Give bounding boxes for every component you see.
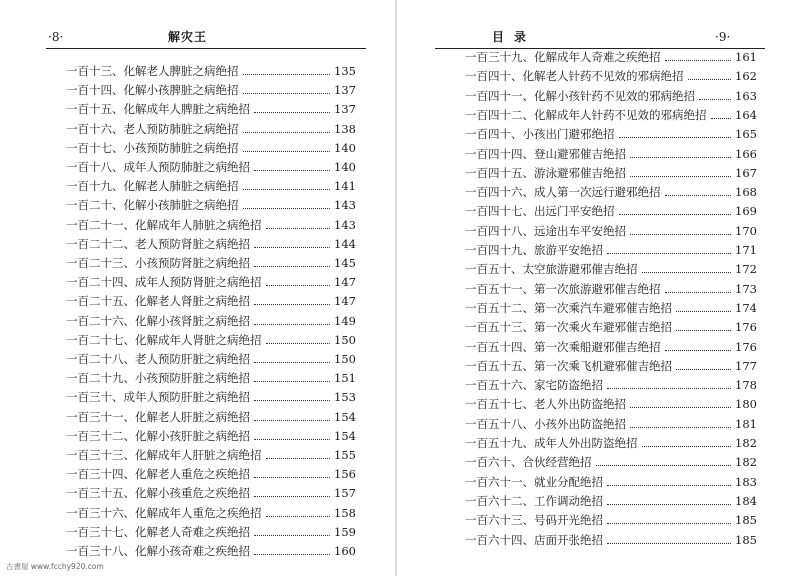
toc-entry-title: 一百五十九、成年人外出防盗绝招 bbox=[465, 436, 638, 450]
toc-entry-title: 一百四十二、化解成年人针药不见效的邪病绝招 bbox=[465, 107, 707, 122]
toc-leader-dots bbox=[665, 194, 732, 196]
toc-entry-title: 一百四十七、出远门平安绝招 bbox=[465, 204, 615, 219]
toc-entry-title: 一百五十四、第一次乘船避邪催吉绝招 bbox=[465, 339, 661, 354]
toc-entry-title: 一百二十九、小孩预防肝脏之病绝招 bbox=[66, 371, 250, 386]
toc-entry bbox=[66, 196, 356, 214]
toc-entry-title: 一百十五、化解成年人脾脏之病绝招 bbox=[66, 102, 250, 117]
toc-leader-dots bbox=[619, 213, 732, 215]
toc-entry bbox=[66, 465, 356, 483]
toc-entry-title: 一百三十七、化解老人奇难之疾绝招 bbox=[66, 524, 250, 539]
toc-entry bbox=[66, 100, 356, 118]
toc-leader-dots bbox=[254, 553, 330, 555]
toc-entry-page: 144 bbox=[334, 236, 356, 251]
toc-entry bbox=[66, 273, 356, 291]
toc-entry bbox=[66, 292, 356, 310]
toc-entry-page: 150 bbox=[334, 332, 356, 347]
toc-entry-page: 154 bbox=[334, 409, 356, 424]
toc-entry-page: 143 bbox=[334, 217, 356, 232]
toc-entry bbox=[66, 139, 356, 157]
toc-entry bbox=[465, 531, 757, 549]
toc-entry bbox=[66, 542, 356, 560]
toc-entry bbox=[66, 81, 356, 99]
toc-leader-dots bbox=[254, 323, 330, 325]
toc-leader-dots bbox=[630, 426, 731, 428]
toc-entry bbox=[66, 408, 356, 426]
toc-leader-dots bbox=[676, 368, 731, 370]
toc-entry-title: 一百二十四、成年人预防肾脏之病绝招 bbox=[66, 275, 262, 290]
toc-leader-dots bbox=[665, 291, 732, 293]
toc-leader-dots bbox=[266, 515, 331, 517]
toc-entry bbox=[465, 222, 757, 240]
toc-leader-dots bbox=[266, 457, 331, 459]
toc-entry-title: 一百十六、老人预防肺脏之病绝招 bbox=[66, 121, 239, 136]
toc-leader-dots bbox=[607, 484, 731, 486]
toc-entry-title: 一百四十四、登山避邪催吉绝招 bbox=[465, 146, 626, 161]
toc-leader-dots bbox=[607, 252, 731, 254]
toc-entry bbox=[465, 202, 757, 220]
toc-leader-dots bbox=[266, 227, 331, 229]
toc-entry-page: 176 bbox=[735, 320, 757, 335]
toc-entry bbox=[465, 260, 757, 278]
toc-entry-title: 一百五十二、第一次乘汽车避邪催吉绝招 bbox=[465, 300, 672, 315]
toc-leader-dots bbox=[630, 233, 731, 235]
left-header-rule bbox=[46, 48, 366, 49]
toc-entry bbox=[66, 427, 356, 445]
toc-entry-title: 一百五十三、第一次乘火车避邪催吉绝招 bbox=[465, 320, 672, 335]
toc-entry bbox=[66, 120, 356, 138]
toc-entry-title: 一百二十七、化解成年人肾脏之病绝招 bbox=[66, 332, 262, 347]
toc-entry-page: 185 bbox=[735, 513, 757, 528]
toc-entry-title: 一百十四、化解小孩脾脏之病绝招 bbox=[66, 83, 239, 98]
toc-entry-title: 一百三十、成年人预防肝脏之病绝招 bbox=[66, 390, 250, 405]
toc-entry-page: 145 bbox=[334, 256, 356, 270]
toc-entry-page: 143 bbox=[334, 198, 356, 213]
toc-entry bbox=[465, 106, 757, 124]
left-page bbox=[0, 0, 396, 576]
toc-entry-page: 137 bbox=[334, 83, 356, 98]
toc-entry-page: 185 bbox=[735, 532, 757, 547]
toc-entry bbox=[66, 350, 356, 368]
toc-entry bbox=[66, 446, 356, 464]
toc-entry-page: 140 bbox=[334, 160, 356, 174]
toc-entry-page: 182 bbox=[735, 436, 757, 450]
toc-entry-title: 一百五十七、老人外出防盗绝招 bbox=[465, 397, 626, 412]
toc-entry-page: 169 bbox=[735, 204, 757, 219]
toc-leader-dots bbox=[243, 207, 331, 209]
toc-entry bbox=[465, 453, 757, 471]
toc-entry-page: 174 bbox=[735, 300, 757, 315]
toc-leader-dots bbox=[630, 175, 731, 177]
toc-entry bbox=[465, 164, 757, 182]
toc-entry bbox=[66, 369, 356, 387]
toc-leader-dots bbox=[254, 361, 330, 363]
toc-entry bbox=[465, 338, 757, 356]
toc-entry-title: 一百三十一、化解老人肝脏之病绝招 bbox=[66, 409, 250, 424]
toc-entry-title: 一百十七、小孩预防肺脏之病绝招 bbox=[66, 140, 239, 155]
toc-entry bbox=[66, 312, 356, 330]
toc-entry bbox=[465, 87, 757, 105]
toc-entry bbox=[465, 125, 757, 143]
toc-entry-title: 一百四十六、成人第一次远行避邪绝招 bbox=[465, 185, 661, 200]
toc-leader-dots bbox=[619, 136, 732, 138]
toc-leader-dots bbox=[688, 78, 732, 80]
toc-entry-page: 163 bbox=[735, 88, 757, 103]
toc-entry bbox=[66, 254, 356, 272]
toc-entry-title: 一百六十三、号码开光绝招 bbox=[465, 513, 603, 528]
right-page bbox=[397, 0, 793, 576]
toc-entry-page: 155 bbox=[334, 448, 356, 462]
toc-entry-title: 一百二十三、小孩预防肾脏之病绝招 bbox=[66, 256, 250, 270]
toc-leader-dots bbox=[266, 342, 331, 344]
toc-entry-page: 180 bbox=[735, 397, 757, 412]
toc-leader-dots bbox=[254, 303, 330, 305]
toc-leader-dots bbox=[607, 387, 731, 389]
toc-entry bbox=[66, 158, 356, 176]
toc-entry-page: 173 bbox=[735, 281, 757, 296]
toc-leader-dots bbox=[711, 117, 732, 119]
toc-entry-page: 138 bbox=[334, 121, 356, 136]
toc-leader-dots bbox=[254, 246, 330, 248]
toc-leader-dots bbox=[243, 92, 331, 94]
toc-entry-title: 一百十八、成年人预防肺脏之病绝招 bbox=[66, 160, 250, 174]
toc-entry-title: 一百六十、合伙经营绝招 bbox=[465, 455, 592, 470]
toc-entry bbox=[465, 492, 757, 510]
toc-leader-dots bbox=[607, 503, 731, 505]
toc-entry-page: 151 bbox=[334, 371, 356, 386]
toc-entry-page: 166 bbox=[735, 146, 757, 161]
toc-entry-title: 一百五十一、第一次旅游避邪催吉绝招 bbox=[465, 281, 661, 296]
toc-entry-page: 184 bbox=[735, 493, 757, 508]
toc-entry-title: 一百二十八、老人预防肝脏之病绝招 bbox=[66, 352, 250, 366]
toc-entry-page: 137 bbox=[334, 102, 356, 117]
toc-leader-dots bbox=[266, 284, 331, 286]
toc-entry-title: 一百五十六、家宅防盗绝招 bbox=[465, 378, 603, 393]
right-running-title: 目录 bbox=[492, 30, 537, 44]
toc-entry bbox=[465, 376, 757, 394]
toc-entry-title: 一百二十、化解小孩肺脏之病绝招 bbox=[66, 198, 239, 213]
toc-entry-title: 一百二十二、老人预防肾脏之病绝招 bbox=[66, 236, 250, 251]
toc-entry-title: 一百十三、化解老人脾脏之病绝招 bbox=[66, 64, 239, 78]
toc-leader-dots bbox=[254, 399, 330, 401]
toc-entry-title: 一百四十九、旅游平安绝招 bbox=[465, 243, 603, 257]
toc-entry bbox=[66, 216, 356, 234]
toc-entry bbox=[465, 511, 757, 529]
toc-leader-dots bbox=[630, 406, 731, 408]
toc-entry-title: 一百二十一、化解成年人肺脏之病绝招 bbox=[66, 217, 262, 232]
toc-entry-title: 一百三十八、化解小孩奇难之疾绝招 bbox=[66, 544, 250, 558]
toc-leader-dots bbox=[607, 522, 731, 524]
toc-entry-page: 153 bbox=[334, 390, 356, 405]
toc-entry-page: 178 bbox=[735, 378, 757, 393]
toc-entry-page: 164 bbox=[735, 107, 757, 122]
toc-entry bbox=[465, 67, 757, 85]
toc-entry-page: 181 bbox=[735, 416, 757, 431]
toc-entry-page: 176 bbox=[735, 339, 757, 354]
toc-leader-dots bbox=[254, 111, 330, 113]
toc-entry-title: 一百五十、太空旅游避邪催吉绝招 bbox=[465, 262, 638, 277]
toc-entry-page: 167 bbox=[735, 165, 757, 180]
toc-entry-page: 182 bbox=[735, 455, 757, 470]
toc-leader-dots bbox=[243, 188, 331, 190]
toc-entry-page: 172 bbox=[735, 262, 757, 277]
toc-leader-dots bbox=[596, 464, 732, 466]
toc-leader-dots bbox=[699, 98, 731, 100]
toc-leader-dots bbox=[630, 156, 731, 158]
toc-entry bbox=[66, 62, 356, 80]
right-page-number: ·9· bbox=[715, 30, 731, 44]
toc-entry bbox=[465, 145, 757, 163]
toc-entry bbox=[465, 357, 757, 375]
toc-entry-page: 141 bbox=[334, 179, 356, 194]
toc-entry-page: 150 bbox=[334, 352, 356, 366]
toc-entry bbox=[465, 415, 757, 433]
toc-leader-dots bbox=[243, 150, 331, 152]
toc-entry bbox=[66, 235, 356, 253]
toc-entry-title: 一百六十一、就业分配绝招 bbox=[465, 474, 603, 489]
toc-entry-title: 一百四十一、化解小孩针药不见效的邪病绝招 bbox=[465, 88, 695, 103]
toc-leader-dots bbox=[243, 131, 331, 133]
toc-leader-dots bbox=[243, 73, 331, 75]
toc-entry bbox=[66, 177, 356, 195]
toc-entry bbox=[66, 388, 356, 406]
toc-entry-title: 一百六十二、工作调动绝招 bbox=[465, 493, 603, 508]
toc-leader-dots bbox=[254, 419, 330, 421]
toc-leader-dots bbox=[665, 59, 732, 61]
toc-entry bbox=[465, 318, 757, 336]
toc-entry-title: 一百三十九、化解成年人奇难之疾绝招 bbox=[465, 50, 661, 64]
toc-entry-page: 161 bbox=[735, 50, 757, 64]
toc-leader-dots bbox=[665, 349, 732, 351]
toc-leader-dots bbox=[642, 271, 732, 273]
left-page-number: ·8· bbox=[48, 30, 64, 44]
toc-entry-page: 140 bbox=[334, 140, 356, 155]
toc-entry bbox=[66, 331, 356, 349]
toc-entry-page: 158 bbox=[334, 505, 356, 520]
toc-entry-page: 183 bbox=[735, 474, 757, 489]
toc-leader-dots bbox=[254, 534, 330, 536]
toc-entry-page: 149 bbox=[334, 313, 356, 328]
toc-entry-title: 一百四十八、远途出车平安绝招 bbox=[465, 223, 626, 238]
toc-entry-title: 一百四十五、游泳避邪催吉绝招 bbox=[465, 165, 626, 180]
left-running-title: 解灾王 bbox=[168, 30, 208, 44]
toc-entry bbox=[465, 183, 757, 201]
toc-entry-page: 170 bbox=[735, 223, 757, 238]
toc-entry-page: 162 bbox=[735, 69, 757, 84]
toc-entry-title: 一百三十二、化解小孩肝脏之病绝招 bbox=[66, 428, 250, 443]
toc-entry-title: 一百二十五、化解老人肾脏之病绝招 bbox=[66, 294, 250, 309]
toc-entry-title: 一百四十、化解老人针药不见效的邪病绝招 bbox=[465, 69, 684, 84]
toc-leader-dots bbox=[676, 310, 731, 312]
toc-entry bbox=[66, 484, 356, 502]
toc-entry-page: 165 bbox=[735, 127, 757, 142]
toc-entry-page: 154 bbox=[334, 428, 356, 443]
toc-leader-dots bbox=[254, 380, 330, 382]
toc-entry bbox=[66, 504, 356, 522]
toc-leader-dots bbox=[607, 542, 731, 544]
toc-entry bbox=[465, 395, 757, 413]
toc-entry bbox=[465, 241, 757, 259]
toc-entry-page: 157 bbox=[334, 486, 356, 501]
toc-entry bbox=[465, 48, 757, 66]
toc-entry-title: 一百六十四、店面开张绝招 bbox=[465, 532, 603, 547]
toc-entry bbox=[465, 280, 757, 298]
toc-entry-page: 156 bbox=[334, 467, 356, 482]
toc-entry-page: 168 bbox=[735, 185, 757, 200]
toc-entry-title: 一百三十三、化解成年人肝脏之病绝招 bbox=[66, 448, 262, 462]
toc-entry-title: 一百五十五、第一次乘飞机避邪催吉绝招 bbox=[465, 358, 672, 373]
toc-entry-page: 147 bbox=[334, 294, 356, 309]
toc-leader-dots bbox=[254, 438, 330, 440]
toc-leader-dots bbox=[642, 445, 732, 447]
toc-leader-dots bbox=[254, 476, 330, 478]
toc-leader-dots bbox=[676, 329, 731, 331]
toc-entry-title: 一百四十、小孩出门避邪绝招 bbox=[465, 127, 615, 142]
toc-leader-dots bbox=[254, 265, 330, 267]
toc-entry-page: 177 bbox=[735, 358, 757, 373]
toc-entry bbox=[465, 473, 757, 491]
toc-entry-page: 147 bbox=[334, 275, 356, 290]
toc-entry-title: 一百三十六、化解成年人重危之疾绝招 bbox=[66, 505, 262, 520]
toc-entry-title: 一百十九、化解老人肺脏之病绝招 bbox=[66, 179, 239, 194]
toc-entry bbox=[66, 523, 356, 541]
toc-entry-page: 159 bbox=[334, 524, 356, 539]
toc-entry-page: 171 bbox=[735, 243, 757, 257]
toc-entry-page: 160 bbox=[334, 544, 356, 558]
toc-entry-page: 135 bbox=[334, 64, 356, 78]
toc-entry bbox=[465, 434, 757, 452]
toc-entry bbox=[465, 299, 757, 317]
toc-entry-title: 一百五十八、小孩外出防盗绝招 bbox=[465, 416, 626, 431]
toc-entry-title: 一百三十四、化解老人重危之疾绝招 bbox=[66, 467, 250, 482]
toc-entry-title: 一百三十五、化解小孩重危之疾绝招 bbox=[66, 486, 250, 501]
toc-leader-dots bbox=[254, 495, 330, 497]
toc-entry-title: 一百二十六、化解小孩肾脏之病绝招 bbox=[66, 313, 250, 328]
toc-leader-dots bbox=[254, 169, 330, 171]
site-watermark: 古書屋 www.fcchy920.com bbox=[6, 562, 104, 571]
